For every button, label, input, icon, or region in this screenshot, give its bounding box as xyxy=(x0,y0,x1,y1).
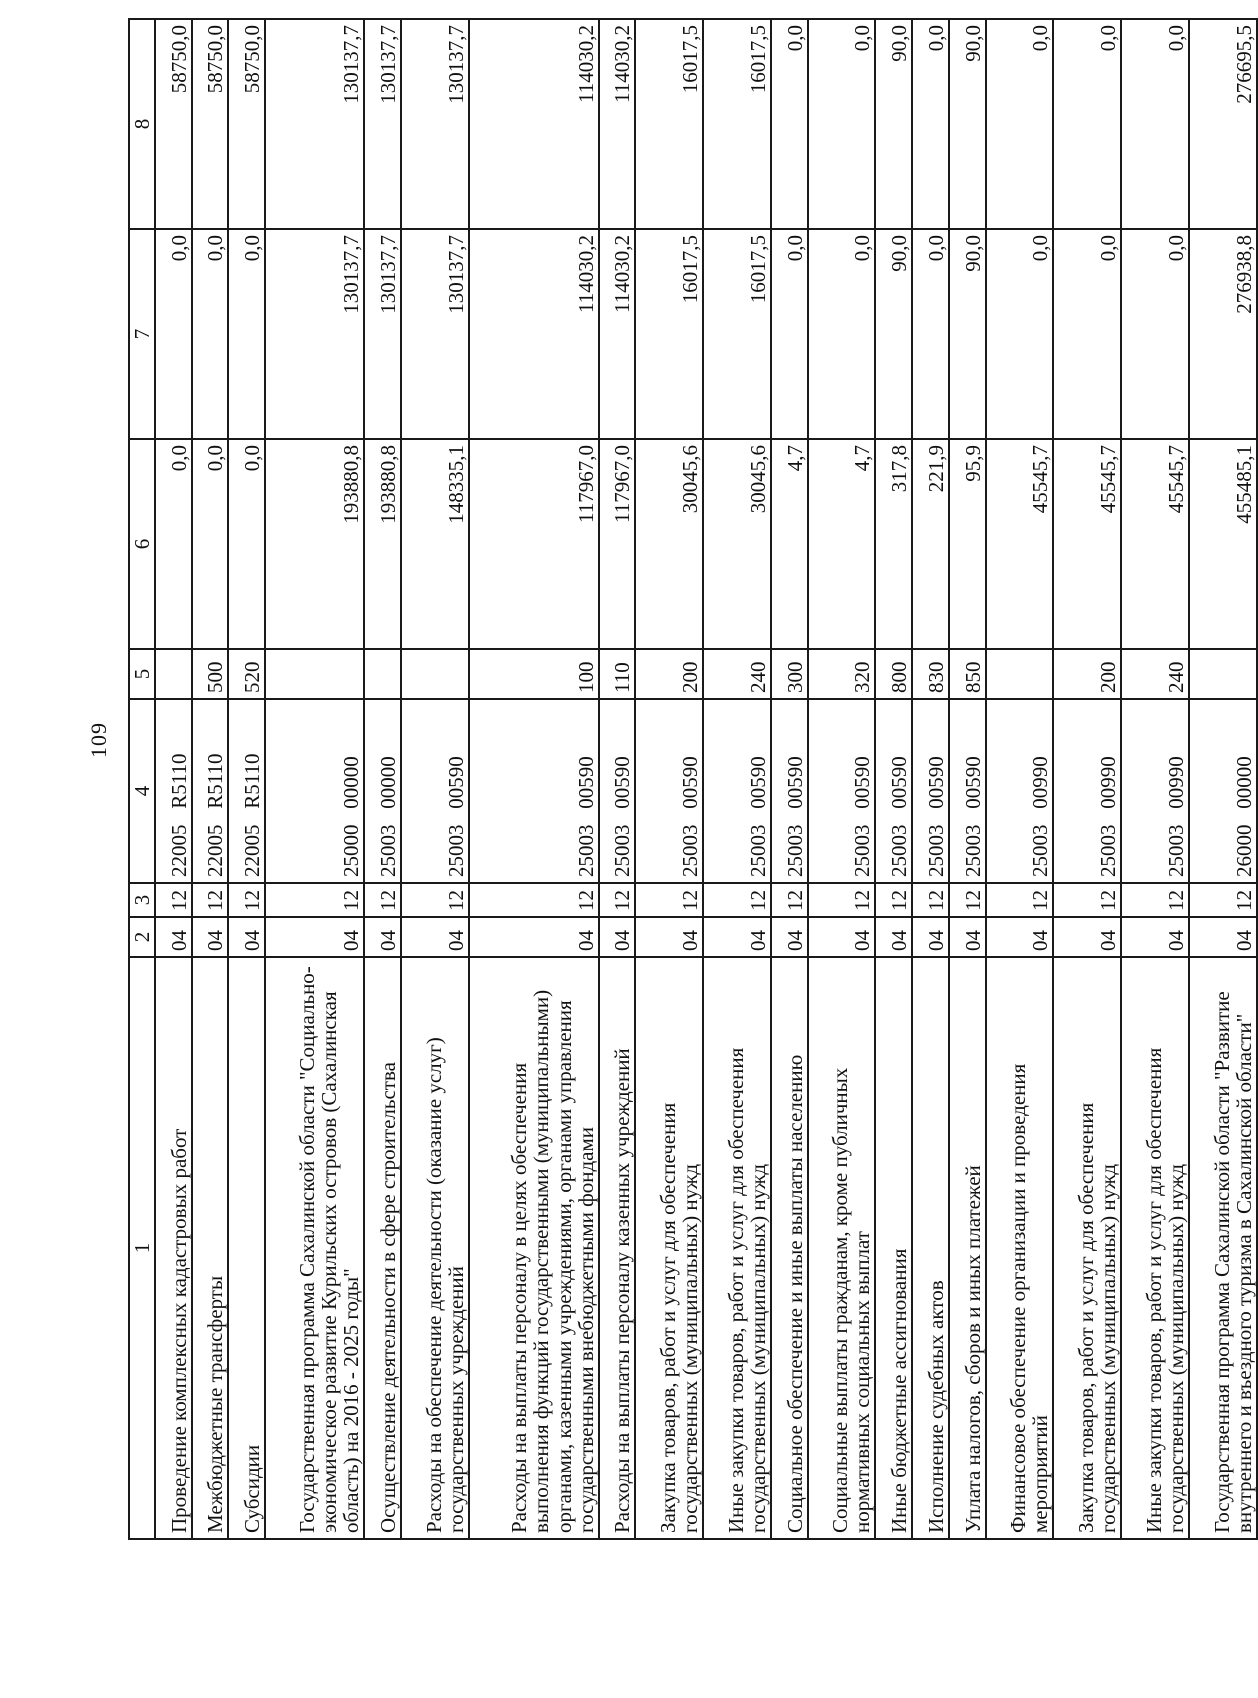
cell-section: 04 xyxy=(635,917,703,957)
cell-section: 04 xyxy=(192,917,229,957)
header-col-8: 8 xyxy=(129,19,155,229)
table-row xyxy=(599,19,636,1539)
cell-subsection: 12 xyxy=(469,883,599,917)
cell-name: Исполнение судебных актов xyxy=(912,957,949,1539)
cell-name: Финансовое обеспечение организации и проведения мероприятий xyxy=(986,957,1054,1539)
cell-amount-col6: 117967,0 xyxy=(469,439,599,649)
cell-amount-col6: 30045,6 xyxy=(635,439,703,649)
table-row xyxy=(875,19,912,1539)
cell-expense-type: 300 xyxy=(771,649,808,699)
cell-amount-col8: 0,0 xyxy=(771,19,808,229)
cell-target-article: 25003 00990 xyxy=(1053,699,1121,883)
cell-amount-col6: 221,9 xyxy=(912,439,949,649)
cell-target-article: 25003 00590 xyxy=(875,699,912,883)
cell-amount-col6: 45545,7 xyxy=(1053,439,1121,649)
cell-amount-col7: 130137,7 xyxy=(265,229,364,439)
cell-amount-col8: 130137,7 xyxy=(364,19,401,229)
cell-amount-col6: 0,0 xyxy=(155,439,192,649)
cell-target-article: 25003 00590 xyxy=(635,699,703,883)
cell-section: 04 xyxy=(771,917,808,957)
cell-subsection: 12 xyxy=(875,883,912,917)
cell-amount-col6: 193880,8 xyxy=(265,439,364,649)
cell-subsection: 12 xyxy=(703,883,771,917)
cell-amount-col8: 58750,0 xyxy=(192,19,229,229)
cell-expense-type xyxy=(1189,649,1257,699)
cell-section: 04 xyxy=(228,917,265,957)
cell-subsection: 12 xyxy=(265,883,364,917)
table-row xyxy=(635,19,703,1539)
cell-expense-type: 320 xyxy=(808,649,876,699)
cell-amount-col7: 276938,8 xyxy=(1189,229,1257,439)
cell-amount-col8: 90,0 xyxy=(949,19,986,229)
cell-expense-type xyxy=(986,649,1054,699)
cell-amount-col8: 58750,0 xyxy=(228,19,265,229)
cell-name: Проведение комплексных кадастровых работ xyxy=(155,957,192,1539)
table-row xyxy=(703,19,771,1539)
cell-target-article: 22005 R5110 xyxy=(192,699,229,883)
cell-section: 04 xyxy=(1121,917,1189,957)
table-row xyxy=(808,19,876,1539)
cell-expense-type xyxy=(155,649,192,699)
cell-target-article: 25003 00590 xyxy=(808,699,876,883)
cell-subsection: 12 xyxy=(771,883,808,917)
header-row xyxy=(129,19,155,1539)
cell-section: 04 xyxy=(155,917,192,957)
cell-target-article: 25000 00000 xyxy=(265,699,364,883)
cell-expense-type: 500 xyxy=(192,649,229,699)
table-row xyxy=(228,19,265,1539)
cell-section: 04 xyxy=(364,917,401,957)
cell-name: Социальное обеспечение и иные выплаты населению xyxy=(771,957,808,1539)
cell-amount-col6: 193880,8 xyxy=(364,439,401,649)
cell-name: Осуществление деятельности в сфере строительства xyxy=(364,957,401,1539)
cell-expense-type xyxy=(401,649,469,699)
cell-subsection: 12 xyxy=(808,883,876,917)
cell-subsection: 12 xyxy=(228,883,265,917)
cell-amount-col7: 0,0 xyxy=(192,229,229,439)
cell-amount-col7: 0,0 xyxy=(771,229,808,439)
cell-section: 04 xyxy=(265,917,364,957)
cell-target-article: 22005 R5110 xyxy=(155,699,192,883)
cell-expense-type: 200 xyxy=(1053,649,1121,699)
table-row xyxy=(192,19,229,1539)
cell-subsection: 12 xyxy=(949,883,986,917)
cell-amount-col6: 45545,7 xyxy=(1121,439,1189,649)
cell-amount-col6: 30045,6 xyxy=(703,439,771,649)
cell-section: 04 xyxy=(1053,917,1121,957)
cell-amount-col6: 117967,0 xyxy=(599,439,636,649)
cell-amount-col6: 4,7 xyxy=(808,439,876,649)
cell-amount-col8: 90,0 xyxy=(875,19,912,229)
cell-amount-col8: 16017,5 xyxy=(703,19,771,229)
cell-amount-col6: 0,0 xyxy=(228,439,265,649)
cell-section: 04 xyxy=(599,917,636,957)
header-col-6: 6 xyxy=(129,439,155,649)
cell-target-article: 25003 00590 xyxy=(771,699,808,883)
cell-target-article: 25003 00590 xyxy=(949,699,986,883)
cell-amount-col8: 0,0 xyxy=(986,19,1054,229)
cell-amount-col8: 0,0 xyxy=(1053,19,1121,229)
cell-name: Межбюджетные трансферты xyxy=(192,957,229,1539)
cell-amount-col7: 130137,7 xyxy=(364,229,401,439)
cell-amount-col7: 114030,2 xyxy=(599,229,636,439)
budget-table xyxy=(128,18,1258,1540)
table-row xyxy=(771,19,808,1539)
table-row xyxy=(469,19,599,1539)
table-row xyxy=(364,19,401,1539)
cell-name: Субсидии xyxy=(228,957,265,1539)
cell-subsection: 12 xyxy=(1053,883,1121,917)
cell-amount-col8: 0,0 xyxy=(912,19,949,229)
cell-amount-col7: 0,0 xyxy=(1121,229,1189,439)
cell-amount-col7: 114030,2 xyxy=(469,229,599,439)
cell-section: 04 xyxy=(1189,917,1257,957)
cell-target-article: 26000 00000 xyxy=(1189,699,1257,883)
cell-subsection: 12 xyxy=(401,883,469,917)
cell-amount-col7: 0,0 xyxy=(1053,229,1121,439)
cell-amount-col8: 58750,0 xyxy=(155,19,192,229)
cell-target-article: 25003 00990 xyxy=(1121,699,1189,883)
cell-amount-col6: 95,9 xyxy=(949,439,986,649)
cell-amount-col7: 0,0 xyxy=(228,229,265,439)
cell-amount-col7: 0,0 xyxy=(155,229,192,439)
cell-expense-type: 830 xyxy=(912,649,949,699)
cell-amount-col8: 130137,7 xyxy=(265,19,364,229)
cell-expense-type xyxy=(265,649,364,699)
cell-amount-col8: 0,0 xyxy=(1121,19,1189,229)
cell-subsection: 12 xyxy=(1121,883,1189,917)
table-body xyxy=(155,19,1257,1539)
cell-subsection: 12 xyxy=(364,883,401,917)
header-col-7: 7 xyxy=(129,229,155,439)
cell-expense-type: 800 xyxy=(875,649,912,699)
cell-subsection: 12 xyxy=(599,883,636,917)
cell-subsection: 12 xyxy=(192,883,229,917)
cell-name: Закупка товаров, работ и услуг для обеспечения государственных (муниципальных) нужд xyxy=(635,957,703,1539)
cell-amount-col6: 455485,1 xyxy=(1189,439,1257,649)
cell-target-article: 25003 00590 xyxy=(599,699,636,883)
cell-subsection: 12 xyxy=(912,883,949,917)
cell-amount-col7: 16017,5 xyxy=(635,229,703,439)
cell-subsection: 12 xyxy=(635,883,703,917)
cell-section: 04 xyxy=(986,917,1054,957)
cell-subsection: 12 xyxy=(1189,883,1257,917)
cell-amount-col6: 148335,1 xyxy=(401,439,469,649)
cell-amount-col7: 0,0 xyxy=(808,229,876,439)
cell-target-article: 25003 00590 xyxy=(401,699,469,883)
cell-name: Расходы на выплаты персоналу в целях обеспечения выполнения функций государственными (муниципальными) органами, казенными учреждениями, органами управления государственными внебюджетными фондами xyxy=(469,957,599,1539)
cell-amount-col7: 90,0 xyxy=(875,229,912,439)
cell-name: Расходы на обеспечение деятельности (оказание услуг) государственных учреждений xyxy=(401,957,469,1539)
cell-amount-col8: 16017,5 xyxy=(635,19,703,229)
cell-expense-type: 200 xyxy=(635,649,703,699)
table-row xyxy=(401,19,469,1539)
cell-amount-col7: 130137,7 xyxy=(401,229,469,439)
cell-target-article: 25003 00990 xyxy=(986,699,1054,883)
cell-name: Расходы на выплаты персоналу казенных учреждений xyxy=(599,957,636,1539)
cell-expense-type: 240 xyxy=(703,649,771,699)
cell-amount-col7: 0,0 xyxy=(986,229,1054,439)
cell-subsection: 12 xyxy=(986,883,1054,917)
cell-section: 04 xyxy=(703,917,771,957)
cell-name: Государственная программа Сахалинской области "Развитие внутреннего и въездного туризма в Сахалинской области" xyxy=(1189,957,1257,1539)
cell-expense-type: 850 xyxy=(949,649,986,699)
cell-amount-col6: 45545,7 xyxy=(986,439,1054,649)
cell-name: Государственная программа Сахалинской области "Социально-экономическое развитие Курильских островов (Сахалинская область) на 2016 - 2025 годы" xyxy=(265,957,364,1539)
header-col-5: 5 xyxy=(129,649,155,699)
header-col-1: 1 xyxy=(129,957,155,1539)
cell-expense-type: 520 xyxy=(228,649,265,699)
cell-expense-type: 100 xyxy=(469,649,599,699)
cell-amount-col8: 114030,2 xyxy=(469,19,599,229)
cell-subsection: 12 xyxy=(155,883,192,917)
cell-expense-type xyxy=(364,649,401,699)
table-row xyxy=(155,19,192,1539)
table-row xyxy=(1189,19,1257,1539)
table-row xyxy=(986,19,1054,1539)
cell-section: 04 xyxy=(875,917,912,957)
cell-target-article: 25003 00590 xyxy=(912,699,949,883)
cell-target-article: 25003 00590 xyxy=(703,699,771,883)
cell-name: Закупка товаров, работ и услуг для обеспечения государственных (муниципальных) нужд xyxy=(1053,957,1121,1539)
cell-expense-type: 240 xyxy=(1121,649,1189,699)
page-number: 109 xyxy=(86,722,111,758)
cell-name: Иные бюджетные ассигнования xyxy=(875,957,912,1539)
cell-name: Иные закупки товаров, работ и услуг для обеспечения государственных (муниципальных) нужд xyxy=(1121,957,1189,1539)
cell-amount-col7: 16017,5 xyxy=(703,229,771,439)
cell-amount-col8: 276695,5 xyxy=(1189,19,1257,229)
header-col-2: 2 xyxy=(129,917,155,957)
table-row xyxy=(912,19,949,1539)
cell-target-article: 25003 00590 xyxy=(469,699,599,883)
table-row xyxy=(1121,19,1189,1539)
cell-amount-col8: 114030,2 xyxy=(599,19,636,229)
cell-section: 04 xyxy=(469,917,599,957)
cell-expense-type: 110 xyxy=(599,649,636,699)
table-row xyxy=(265,19,364,1539)
cell-amount-col6: 4,7 xyxy=(771,439,808,649)
cell-amount-col6: 317,8 xyxy=(875,439,912,649)
cell-amount-col8: 0,0 xyxy=(808,19,876,229)
header-col-3: 3 xyxy=(129,883,155,917)
cell-name: Уплата налогов, сборов и иных платежей xyxy=(949,957,986,1539)
header-col-4: 4 xyxy=(129,699,155,883)
table-row xyxy=(1053,19,1121,1539)
cell-section: 04 xyxy=(912,917,949,957)
cell-name: Иные закупки товаров, работ и услуг для обеспечения государственных (муниципальных) нужд xyxy=(703,957,771,1539)
cell-section: 04 xyxy=(808,917,876,957)
table-row xyxy=(949,19,986,1539)
cell-amount-col7: 90,0 xyxy=(949,229,986,439)
cell-target-article: 22005 R5110 xyxy=(228,699,265,883)
cell-section: 04 xyxy=(401,917,469,957)
cell-name: Социальные выплаты гражданам, кроме публичных нормативных социальных выплат xyxy=(808,957,876,1539)
cell-amount-col7: 0,0 xyxy=(912,229,949,439)
cell-amount-col8: 130137,7 xyxy=(401,19,469,229)
cell-amount-col6: 0,0 xyxy=(192,439,229,649)
cell-section: 04 xyxy=(949,917,986,957)
rotated-table-wrapper xyxy=(128,20,1258,1540)
cell-target-article: 25003 00000 xyxy=(364,699,401,883)
